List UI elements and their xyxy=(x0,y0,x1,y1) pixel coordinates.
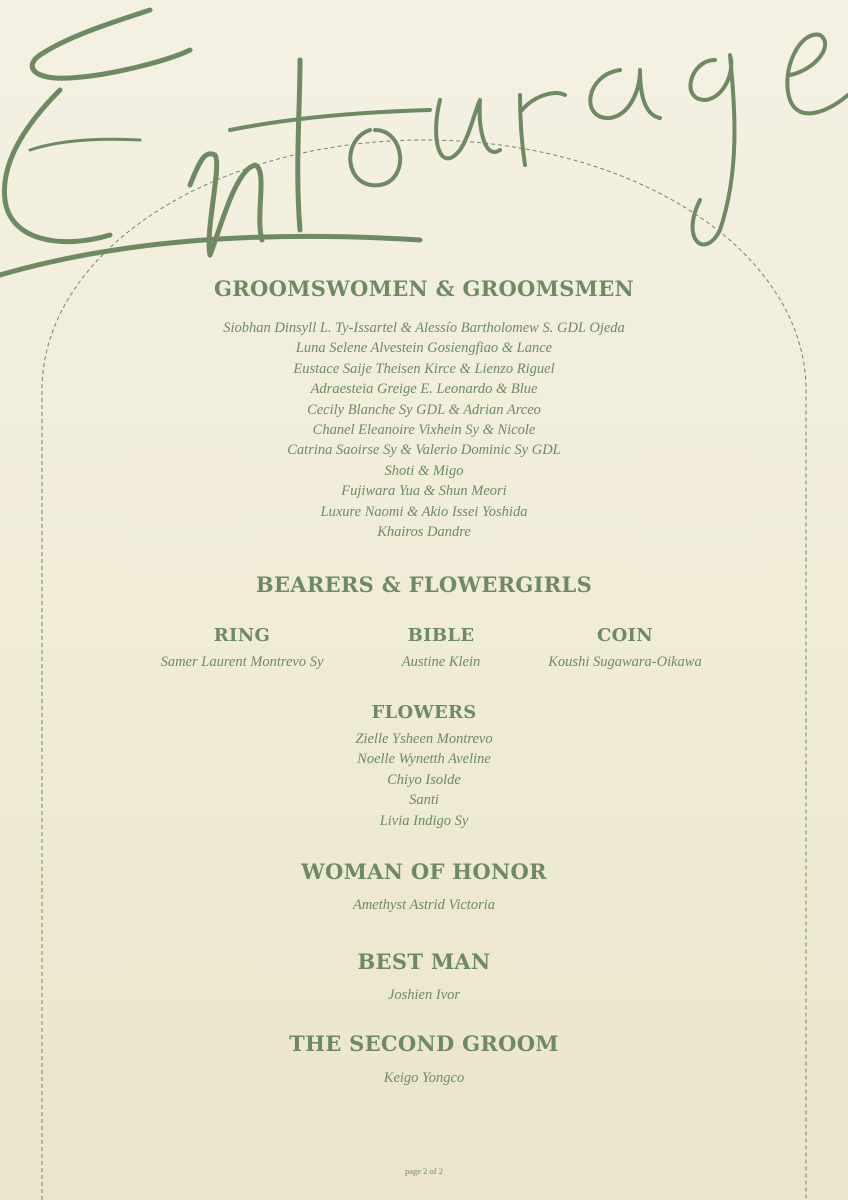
best-man-heading: BEST MAN xyxy=(357,949,491,974)
list-item: Chiyo Isolde xyxy=(387,771,461,788)
coin-bearer-name: Koushi Sugawara-Oikawa xyxy=(548,654,702,670)
list-item: Fujiwara Yua & Shun Meori xyxy=(341,483,507,500)
ring-label: RING xyxy=(213,625,271,646)
list-item: Luxure Naomi & Akio Issei Yoshida xyxy=(320,503,528,520)
list-item: Luna Selene Alvestein Gosiengfiao & Lance xyxy=(295,340,553,357)
groomswomen-names xyxy=(0,318,848,542)
page-number: page 2 of 2 xyxy=(404,1166,443,1176)
woman-of-honor-heading: WOMAN OF HONOR xyxy=(301,859,547,884)
coin-label: COIN xyxy=(596,625,654,646)
second-groom-name: Keigo Yongco xyxy=(383,1070,465,1086)
groomswomen-heading: GROOMSWOMEN & GROOMSMEN xyxy=(213,276,635,301)
bible-bearer-name: Austine Klein xyxy=(401,654,481,670)
bearers-heading: BEARERS & FLOWERGIRLS xyxy=(255,572,593,597)
best-man-name: Joshien Ivor xyxy=(387,987,461,1003)
coin-bearer xyxy=(515,625,735,672)
list-item: Zielle Ysheen Montrevo xyxy=(355,731,493,747)
list-item: Noelle Wynetth Aveline xyxy=(357,751,491,768)
list-item: Siobhan Dinsyll L. Ty-Issartel & Alessío Bartholomew S. GDL Ojeda xyxy=(223,320,625,336)
flowers-heading: FLOWERS xyxy=(371,702,477,723)
ring-bearer xyxy=(132,625,352,672)
woman-of-honor-name: Amethyst Astrid Victoria xyxy=(352,897,496,913)
list-item: Cecily Blanche Sy GDL & Adrian Arceo xyxy=(307,401,541,418)
flowergirl-names xyxy=(0,729,848,831)
list-item: Eustace Saije Theisen Kirce & Lienzo Riguel xyxy=(293,360,555,377)
second-groom-heading: THE SECOND GROOM xyxy=(289,1031,559,1056)
list-item: Shoti & Migo xyxy=(384,462,464,479)
list-item: Khairos Dandre xyxy=(377,524,471,541)
list-item: Santi xyxy=(409,792,439,809)
bible-label: BIBLE xyxy=(407,625,475,646)
list-item: Livia Indigo Sy xyxy=(379,812,469,829)
list-item: Catrina Saoirse Sy & Valerio Dominic Sy GDL xyxy=(287,442,561,459)
ring-bearer-name: Samer Laurent Montrevo Sy xyxy=(160,654,324,670)
list-item: Adraesteia Greige E. Leonardo & Blue xyxy=(310,381,538,398)
list-item: Chanel Eleanoire Vixhein Sy & Nicole xyxy=(312,422,536,439)
